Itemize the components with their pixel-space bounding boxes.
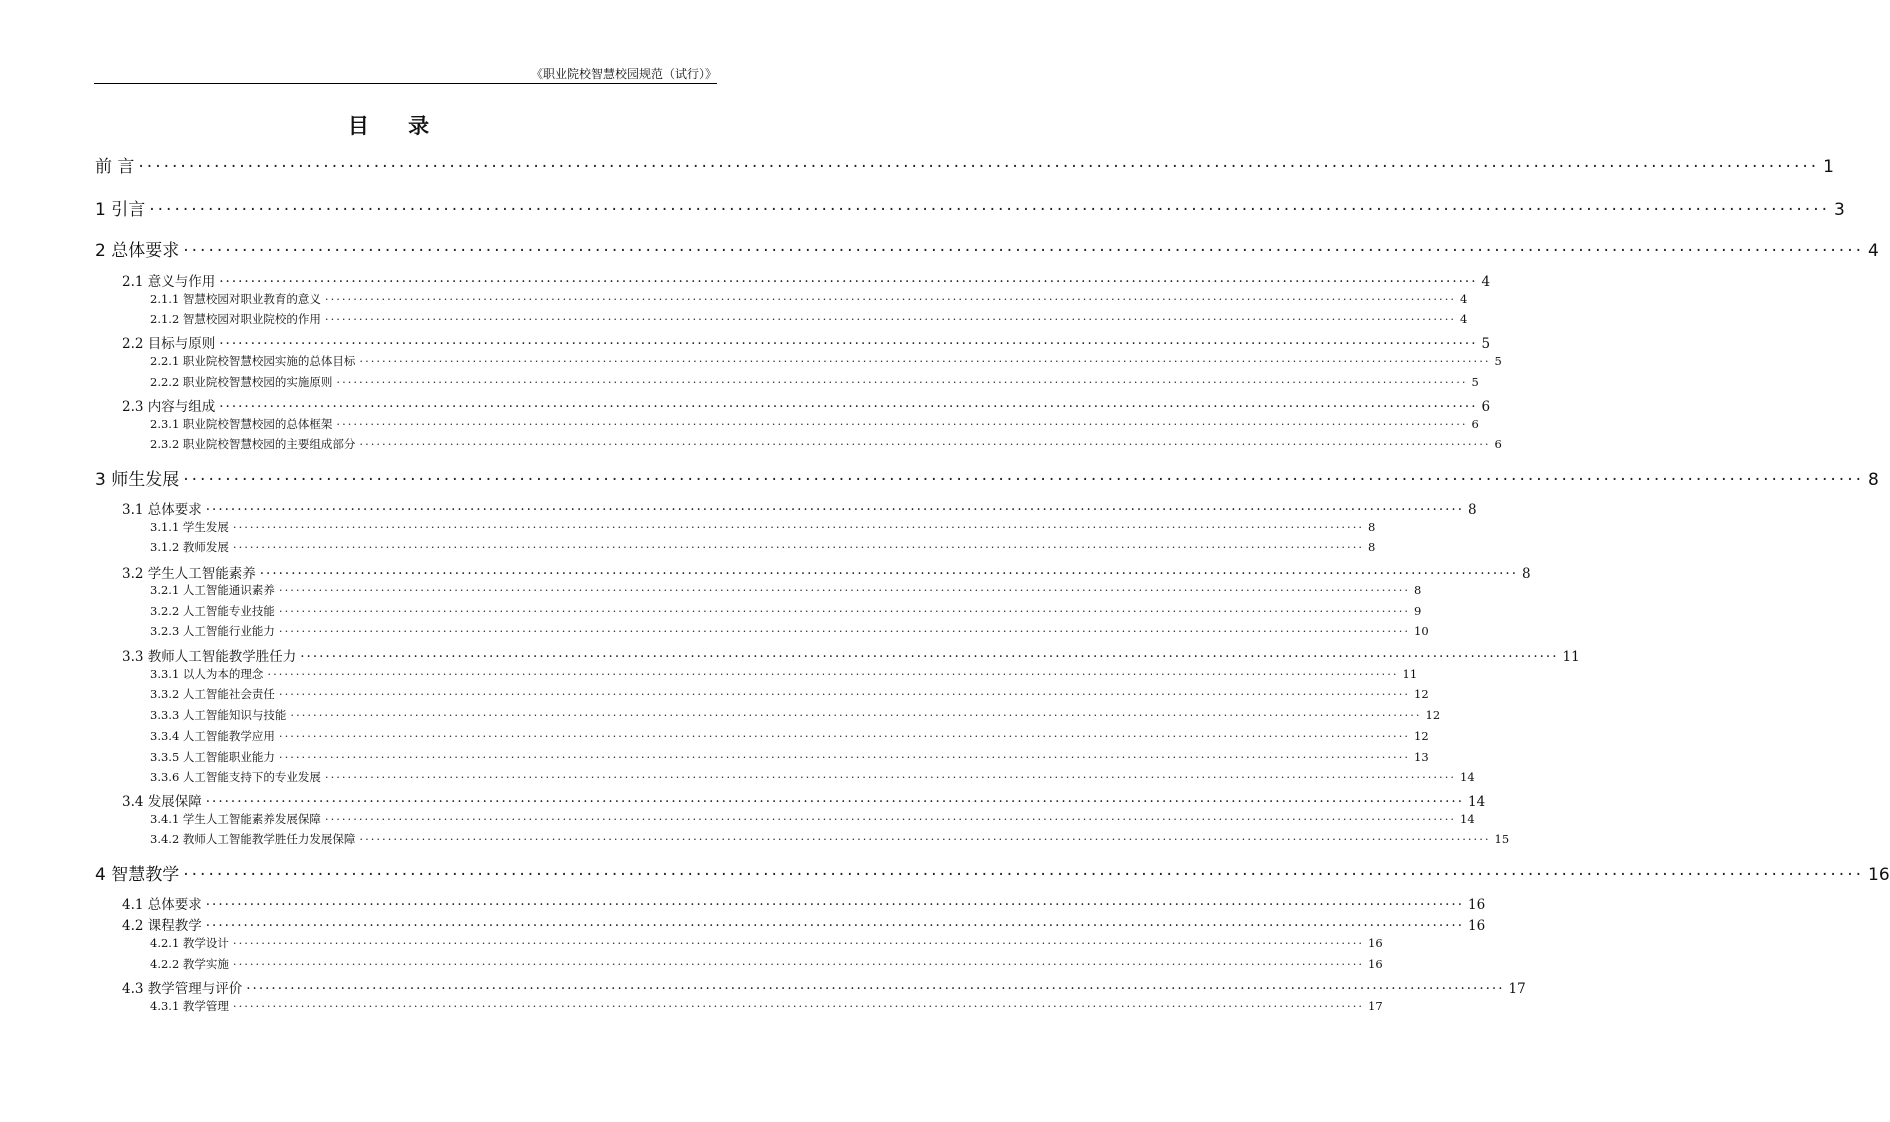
- toc-leader-dots: ········································································································································································································: [290, 708, 1422, 722]
- toc-entry-label: 3.3.4 人工智能教学应用: [150, 729, 275, 743]
- toc-entry-level3[interactable]: [150, 935, 1383, 951]
- toc-entry-level3[interactable]: [150, 956, 1383, 972]
- toc-entry-page-number: 8: [1468, 502, 1477, 518]
- toc-entry-page-number: 14: [1460, 812, 1475, 826]
- toc-entry-page-number: 8: [1868, 470, 1879, 490]
- toc-leader-dots: ········································································································································································································: [278, 624, 1411, 638]
- toc-entry-level1[interactable]: [95, 152, 1834, 177]
- toc-entry-label: 3.2.1 人工智能通识素养: [150, 583, 275, 597]
- toc-entry-page-number: 6: [1471, 417, 1479, 431]
- running-header: 《职业院校智慧校园规范（试行）》: [530, 67, 717, 81]
- toc-entry-level2[interactable]: [122, 270, 1491, 290]
- toc-entry-label: 2.1 意义与作用: [122, 274, 216, 290]
- toc-entry-page-number: 15: [1494, 832, 1510, 846]
- toc-entry-label: 2.1.1 智慧校园对职业教育的意义: [150, 292, 321, 306]
- toc-entry-level3[interactable]: [150, 582, 1422, 598]
- toc-entry-level3[interactable]: [150, 749, 1429, 765]
- toc-entry-level1[interactable]: [95, 236, 1879, 261]
- toc-entry-page-number: 5: [1494, 354, 1502, 368]
- toc-entry-page-number: 14: [1460, 770, 1475, 784]
- toc-entry-label: 4.2 课程教学: [122, 918, 202, 934]
- toc-entry-page-number: 6: [1481, 399, 1491, 415]
- toc-leader-dots: ········································································································································································································: [246, 981, 1505, 997]
- toc-entry-level1[interactable]: [95, 195, 1845, 220]
- toc-entry-label: 2.2 目标与原则: [122, 336, 216, 352]
- toc-leader-dots: ········································································································································································································: [205, 897, 1465, 913]
- toc-entry-label: 4.3 教学管理与评价: [122, 981, 243, 997]
- toc-entry-level3[interactable]: [150, 416, 1479, 432]
- toc-entry-label: 3.1.2 教师发展: [150, 540, 229, 554]
- toc-entry-label: 3.3.2 人工智能社会责任: [150, 687, 275, 701]
- toc-entry-label: 3.3.1 以人为本的理念: [150, 667, 264, 681]
- toc-entry-level3[interactable]: [150, 831, 1510, 847]
- toc-entry-page-number: 16: [1368, 936, 1383, 950]
- toc-entry-page-number: 8: [1368, 520, 1376, 534]
- toc-entry-level3[interactable]: [150, 603, 1422, 619]
- toc-entry-label: 3.3.6 人工智能支持下的专业发展: [150, 770, 321, 784]
- toc-entry-label: 2.3.1 职业院校智慧校园的总体框架: [150, 417, 333, 431]
- toc-entry-label: 3.4.1 学生人工智能素养发展保障: [150, 812, 321, 826]
- toc-entry-label: 4.2.1 教学设计: [150, 936, 229, 950]
- toc-leader-dots: ········································································································································································································: [232, 540, 1365, 554]
- toc-entry-label: 4.1 总体要求: [122, 897, 202, 913]
- toc-entry-label: 4 智慧教学: [95, 865, 180, 885]
- toc-leader-dots: ········································································································································································································: [359, 832, 1491, 846]
- toc-entry-level3[interactable]: [150, 519, 1376, 535]
- toc-entry-label: 3.1.1 学生发展: [150, 520, 229, 534]
- toc-entry-label: 3.2 学生人工智能素养: [122, 566, 256, 582]
- toc-entry-level3[interactable]: [150, 311, 1468, 327]
- toc-entry-label: 3.3 教师人工智能教学胜任力: [122, 649, 297, 665]
- toc-leader-dots: ········································································································································································································: [324, 312, 1457, 326]
- toc-leader-dots: ········································································································································································································: [219, 274, 1478, 290]
- toc-entry-level2[interactable]: [122, 893, 1486, 913]
- toc-entry-page-number: 8: [1414, 583, 1422, 597]
- toc-entry-label: 3.4.2 教师人工智能教学胜任力发展保障: [150, 832, 356, 846]
- toc-leader-dots: ········································································································································································································: [259, 566, 1519, 582]
- toc-leader-dots: ········································································································································································································: [324, 770, 1457, 784]
- toc-entry-page-number: 9: [1414, 604, 1422, 618]
- toc-entry-page-number: 11: [1562, 649, 1580, 665]
- toc-entry-level3[interactable]: [150, 374, 1479, 390]
- toc-entry-label: 2.3 内容与组成: [122, 399, 216, 415]
- toc-entry-label: 4.2.2 教学实施: [150, 957, 229, 971]
- toc-entry-page-number: 8: [1368, 540, 1376, 554]
- toc-leader-dots: ········································································································································································································: [300, 649, 1559, 665]
- toc-entry-page-number: 16: [1468, 897, 1486, 913]
- toc-leader-dots: ········································································································································································································: [359, 437, 1491, 451]
- toc-entry-label: 前 言: [95, 157, 135, 177]
- toc-entry-label: 2 总体要求: [95, 241, 180, 261]
- toc-entry-level3[interactable]: [150, 811, 1475, 827]
- toc-entry-level2[interactable]: [122, 332, 1491, 352]
- toc-leader-dots: ········································································································································································································: [232, 957, 1365, 971]
- toc-entry-label: 3.3.3 人工智能知识与技能: [150, 708, 287, 722]
- toc-entry-level3[interactable]: [150, 623, 1429, 639]
- toc-leader-dots: ········································································································································································································: [324, 812, 1457, 826]
- toc-entry-level3[interactable]: [150, 728, 1429, 744]
- toc-leader-dots: ········································································································································································································: [205, 918, 1465, 934]
- toc-entry-level3[interactable]: [150, 539, 1376, 555]
- toc-leader-dots: ········································································································································································································: [232, 520, 1365, 534]
- toc-leader-dots: ········································································································································································································: [359, 354, 1491, 368]
- toc-leader-dots: ········································································································································································································: [336, 375, 1468, 389]
- toc-entry-page-number: 12: [1414, 729, 1429, 743]
- toc-leader-dots: ········································································································································································································: [278, 729, 1411, 743]
- toc-leader-dots: ········································································································································································································: [205, 502, 1465, 518]
- toc-title: 目 录: [347, 114, 446, 138]
- toc-entry-label: 3.3.5 人工智能职业能力: [150, 750, 275, 764]
- toc-leader-dots: ········································································································································································································: [232, 936, 1365, 950]
- toc-leader-dots: ········································································································································································································: [183, 470, 1864, 490]
- toc-entry-level2[interactable]: [122, 914, 1486, 934]
- toc-leader-dots: ········································································································································································································: [183, 241, 1864, 261]
- toc-entry-level2[interactable]: [122, 498, 1477, 518]
- toc-entry-label: 1 引言: [95, 200, 146, 220]
- toc-entry-level1[interactable]: [95, 465, 1879, 490]
- header-rule: [94, 83, 717, 84]
- toc-leader-dots: ········································································································································································································: [205, 794, 1465, 810]
- toc-leader-dots: ········································································································································································································: [183, 865, 1864, 885]
- toc-entry-page-number: 14: [1468, 794, 1486, 810]
- toc-entry-level3[interactable]: [150, 436, 1502, 452]
- toc-entry-label: 3 师生发展: [95, 470, 180, 490]
- toc-entry-page-number: 4: [1481, 274, 1491, 290]
- toc-entry-page-number: 16: [1468, 918, 1486, 934]
- toc-entry-level2[interactable]: [122, 645, 1580, 665]
- toc-entry-label: 4.3.1 教学管理: [150, 999, 229, 1013]
- toc-entry-label: 3.2.2 人工智能专业技能: [150, 604, 275, 618]
- toc-leader-dots: ········································································································································································································: [138, 157, 1820, 177]
- toc-entry-label: 2.2.1 职业院校智慧校园实施的总体目标: [150, 354, 356, 368]
- toc-entry-page-number: 1: [1823, 157, 1834, 177]
- toc-entry-level2[interactable]: [122, 562, 1531, 582]
- toc-leader-dots: ········································································································································································································: [219, 399, 1478, 415]
- toc-entry-level3[interactable]: [150, 769, 1475, 785]
- toc-entry-page-number: 17: [1368, 999, 1383, 1013]
- toc-entry-page-number: 4: [1868, 241, 1879, 261]
- toc-entry-level1[interactable]: [95, 860, 1890, 885]
- toc-leader-dots: ········································································································································································································: [324, 292, 1457, 306]
- toc-entry-label: 3.2.3 人工智能行业能力: [150, 624, 275, 638]
- toc-leader-dots: ········································································································································································································: [278, 750, 1411, 764]
- toc-entry-page-number: 17: [1508, 981, 1526, 997]
- toc-entry-label: 3.4 发展保障: [122, 794, 202, 810]
- toc-leader-dots: ········································································································································································································: [278, 687, 1411, 701]
- toc-entry-label: 2.2.2 职业院校智慧校园的实施原则: [150, 375, 333, 389]
- toc-leader-dots: ········································································································································································································: [219, 336, 1478, 352]
- toc-entry-page-number: 6: [1494, 437, 1502, 451]
- toc-entry-page-number: 16: [1368, 957, 1383, 971]
- toc-entry-level3[interactable]: [150, 291, 1468, 307]
- toc-entry-level3[interactable]: [150, 666, 1418, 682]
- toc-leader-dots: ········································································································································································································: [278, 604, 1411, 618]
- toc-entry-level3[interactable]: [150, 707, 1441, 723]
- toc-entry-page-number: 10: [1414, 624, 1429, 638]
- toc-entry-level2[interactable]: [122, 395, 1491, 415]
- toc-leader-dots: ········································································································································································································: [267, 667, 1399, 681]
- toc-entry-page-number: 12: [1425, 708, 1441, 722]
- toc-entry-page-number: 12: [1414, 687, 1429, 701]
- toc-entry-level2[interactable]: [122, 790, 1486, 810]
- toc-leader-dots: ········································································································································································································: [232, 999, 1365, 1013]
- toc-entry-page-number: 4: [1460, 312, 1468, 326]
- toc-entry-level3[interactable]: [150, 686, 1429, 702]
- toc-entry-label: 3.1 总体要求: [122, 502, 202, 518]
- toc-entry-level2[interactable]: [122, 977, 1526, 997]
- toc-entry-page-number: 11: [1402, 667, 1418, 681]
- toc-leader-dots: ········································································································································································································: [278, 583, 1411, 597]
- toc-entry-level3[interactable]: [150, 998, 1383, 1014]
- toc-entry-level3[interactable]: [150, 353, 1502, 369]
- toc-leader-dots: ········································································································································································································: [336, 417, 1468, 431]
- toc-entry-page-number: 16: [1868, 865, 1890, 885]
- toc-entry-label: 2.3.2 职业院校智慧校园的主要组成部分: [150, 437, 356, 451]
- toc-entry-page-number: 8: [1522, 566, 1531, 582]
- toc-leader-dots: ········································································································································································································: [149, 200, 1830, 220]
- toc-entry-page-number: 3: [1834, 200, 1845, 220]
- toc-entry-page-number: 4: [1460, 292, 1468, 306]
- toc-entry-page-number: 13: [1414, 750, 1429, 764]
- toc-entry-label: 2.1.2 智慧校园对职业院校的作用: [150, 312, 321, 326]
- toc-entry-page-number: 5: [1471, 375, 1479, 389]
- toc-entry-page-number: 5: [1481, 336, 1491, 352]
